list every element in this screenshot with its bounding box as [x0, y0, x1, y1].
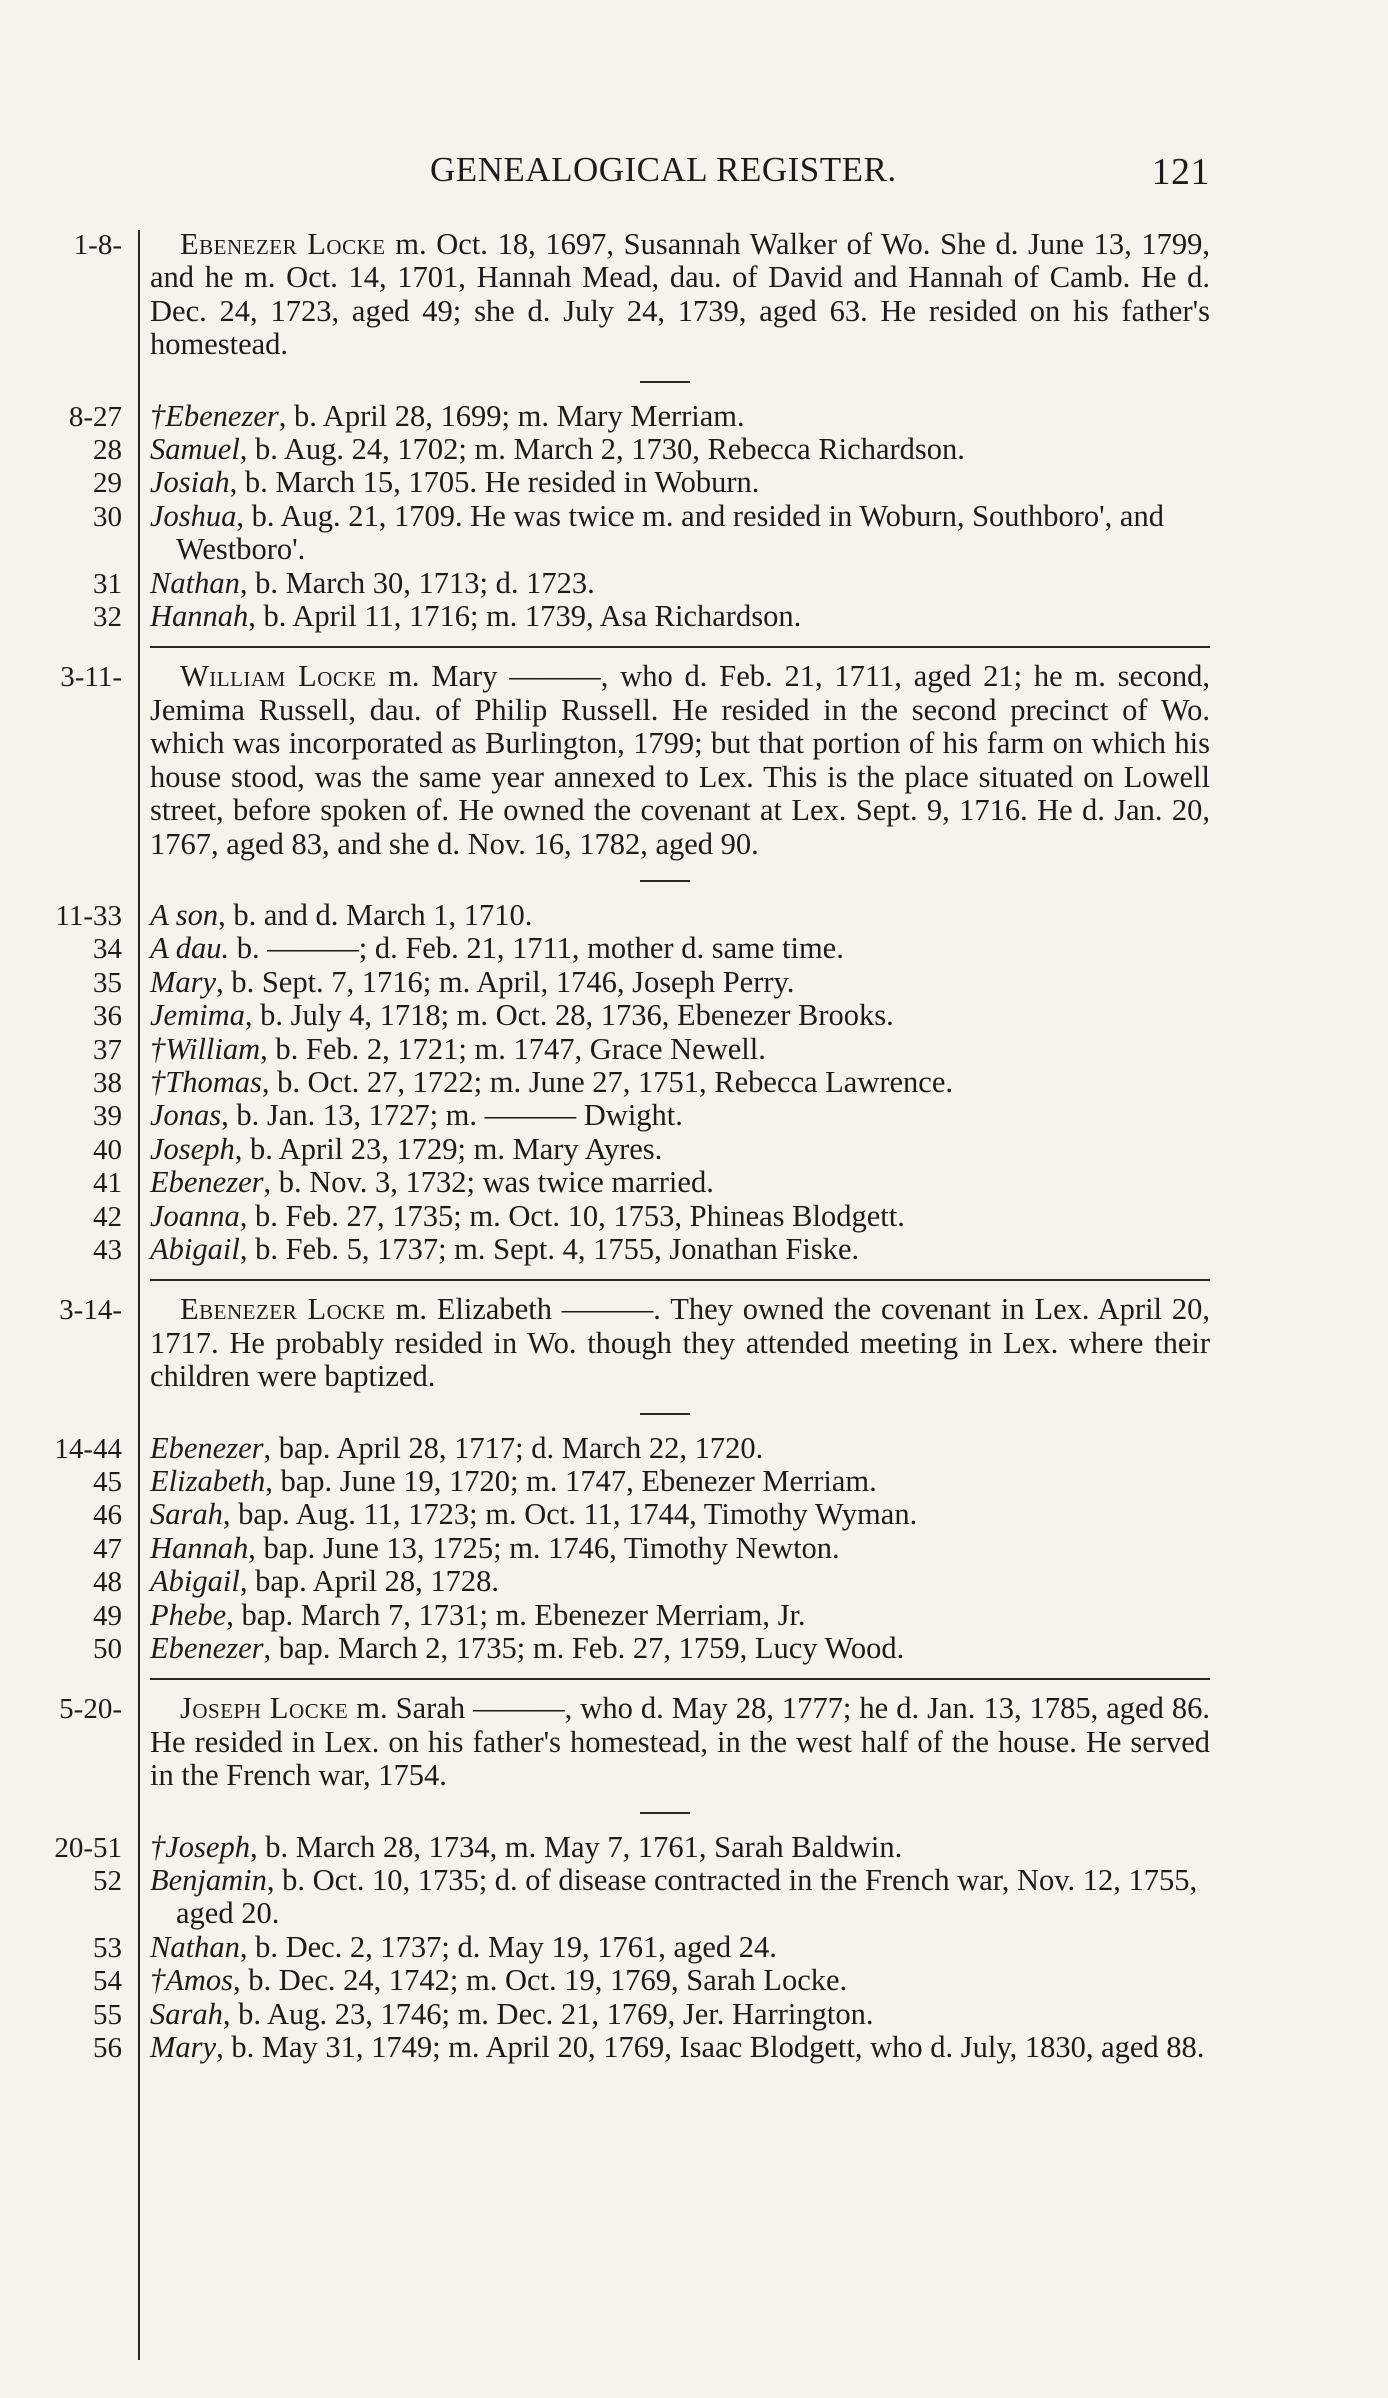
child-text: , bap. April 28, 1717; d. March 22, 1720. [263, 1430, 764, 1465]
child-text: , bap. April 28, 1728. [239, 1564, 500, 1599]
children-divider [640, 880, 690, 882]
family-reference-code: 3-14- [59, 1294, 122, 1327]
child-name: Joanna [150, 1198, 240, 1233]
child-entry [150, 433, 1210, 466]
child-name: Benjamin [150, 1863, 267, 1898]
child-reference-code: 41 [93, 1167, 122, 1200]
page-number: 121 [1151, 151, 1210, 193]
child-reference-code: 55 [93, 1998, 122, 2031]
child-name: Abigail [150, 1231, 240, 1266]
child-text: , bap. June 19, 1720; m. 1747, Ebenezer Merriam. [265, 1464, 877, 1498]
child-name: †William [150, 1031, 261, 1066]
child-name: Elizabeth [150, 1464, 266, 1498]
children-list [150, 1432, 1210, 1666]
child-entry [150, 1465, 1210, 1498]
head-text: m. Elizabeth ———. They owned the covenant in Lex. April 20, 1717. He probably resided in Wo. though they attended meeting in Lex. where their children were baptized. [150, 1292, 1210, 1394]
child-entry [150, 1033, 1210, 1066]
child-name: Josiah [150, 465, 230, 500]
child-name: Phebe [150, 1597, 227, 1632]
child-text: , b. March 15, 1705. He resided in Woburn. [229, 465, 760, 500]
head-text: m. Oct. 18, 1697, Susannah Walker of Wo. She d. June 13, 1799, and he m. Oct. 14, 1701, Hannah Mead, dau. of David and Hannah of Camb. He d. Dec. 24, 1723, aged 49; she d. July 24, 1739, aged 63. He resided on his father's homestead. [150, 227, 1211, 362]
child-entry [150, 1931, 1210, 1964]
child-name: †Ebenezer [150, 398, 279, 433]
child-text: , b. Feb. 2, 1721; m. 1747, Grace Newell. [260, 1031, 766, 1066]
child-reference-code: 49 [93, 1599, 122, 1632]
child-name: Hannah [150, 599, 249, 634]
child-reference-code: 32 [93, 601, 122, 634]
child-text: , bap. Aug. 11, 1723; m. Oct. 11, 1744, Timothy Wyman. [222, 1497, 918, 1532]
children-list [150, 899, 1210, 1266]
child-reference-code: 53 [93, 1931, 122, 1964]
child-entry [150, 1565, 1210, 1598]
child-entry [150, 500, 1210, 567]
section-divider [150, 1279, 1210, 1281]
child-entry [150, 1831, 1210, 1864]
child-name: Hannah [150, 1530, 249, 1565]
child-reference-code: 36 [93, 1000, 122, 1033]
child-text: , b. Jan. 13, 1727; m. ——— Dwight. [221, 1098, 683, 1133]
child-text: , b. March 30, 1713; d. 1723. [239, 565, 595, 600]
child-reference-code: 56 [93, 2032, 122, 2065]
child-text: , b. Dec. 24, 1742; m. Oct. 19, 1769, Sarah Locke. [233, 1963, 848, 1998]
family-entry [150, 1293, 1210, 1680]
child-entry [150, 1599, 1210, 1632]
child-name: †Joseph [150, 1829, 250, 1864]
family-head-paragraph [150, 228, 1210, 362]
child-reference-code: 37 [93, 1033, 122, 1066]
family-entry [150, 228, 1210, 648]
head-text: m. Sarah ———, who d. May 28, 1777; he d. Jan. 13, 1785, aged 86. He resided in Lex. on his father's homestead, in the west half of the house. He served in the French war, 1754. [150, 1691, 1211, 1793]
child-reference-code: 20-51 [54, 1831, 122, 1864]
child-reference-code: 43 [93, 1233, 122, 1266]
child-reference-code: 46 [93, 1499, 122, 1532]
child-entry [150, 1532, 1210, 1565]
head-name: Joseph Locke [180, 1691, 349, 1726]
children-divider [640, 1413, 690, 1415]
child-reference-code: 54 [93, 1965, 122, 1998]
child-entry [150, 1432, 1210, 1465]
child-name: Mary [150, 2030, 217, 2065]
children-divider [640, 1812, 690, 1814]
child-entry [150, 966, 1210, 999]
child-text: , b. Dec. 2, 1737; d. May 19, 1761, aged 24. [239, 1929, 777, 1964]
child-reference-code: 42 [93, 1200, 122, 1233]
child-text: , b. March 28, 1734, m. May 7, 1761, Sarah Baldwin. [249, 1829, 903, 1864]
child-reference-code: 14-44 [54, 1432, 122, 1465]
family-head-paragraph [150, 1692, 1210, 1792]
child-name: Nathan [150, 1929, 240, 1964]
child-name: Ebenezer [150, 1631, 264, 1666]
family-entry [150, 1692, 1210, 2064]
child-text: , bap. March 7, 1731; m. Ebenezer Merriam, Jr. [226, 1597, 806, 1632]
child-entry [150, 2031, 1210, 2064]
child-text: , b. April 23, 1729; m. Mary Ayres. [234, 1131, 663, 1166]
child-text: , b. and d. March 1, 1710. [218, 897, 533, 932]
child-name: Jonas [150, 1098, 222, 1133]
child-reference-code: 31 [93, 567, 122, 600]
child-reference-code: 34 [93, 933, 122, 966]
child-reference-code: 48 [93, 1566, 122, 1599]
child-entry [150, 1066, 1210, 1099]
child-name: Sarah [150, 1497, 223, 1532]
child-name: Joshua [150, 498, 237, 533]
child-text: , bap. March 2, 1735; m. Feb. 27, 1759, Lucy Wood. [263, 1631, 905, 1666]
child-entry [150, 1964, 1210, 1997]
child-name: Sarah [150, 1996, 223, 2031]
child-text: , b. April 28, 1699; m. Mary Merriam. [278, 398, 745, 433]
margin-rule [138, 230, 140, 2360]
child-reference-code: 29 [93, 467, 122, 500]
child-reference-code: 45 [93, 1466, 122, 1498]
child-reference-code: 30 [93, 500, 122, 533]
register-body [150, 228, 1210, 2065]
child-name: Ebenezer [150, 1430, 264, 1465]
child-reference-code: 40 [93, 1133, 122, 1166]
family-head-paragraph [150, 660, 1210, 860]
family-reference-code: 3-11- [60, 661, 122, 694]
child-text: , b. Feb. 27, 1735; m. Oct. 10, 1753, Phineas Blodgett. [239, 1198, 905, 1233]
child-text: , b. Aug. 23, 1746; m. Dec. 21, 1769, Jer. Harrington. [222, 1996, 874, 2031]
child-entry [150, 1498, 1210, 1531]
child-reference-code: 47 [93, 1532, 122, 1565]
running-title: GENEALOGICAL REGISTER. [430, 150, 897, 189]
child-name: Mary [150, 964, 217, 999]
family-head-paragraph [150, 1293, 1210, 1393]
child-reference-code: 50 [93, 1633, 122, 1666]
child-name: A son [150, 897, 219, 932]
child-entry [150, 466, 1210, 499]
section-divider [150, 646, 1210, 648]
child-name: Nathan [150, 565, 240, 600]
child-text: b. ———; d. Feb. 21, 1711, mother d. same time. [229, 931, 844, 966]
child-reference-code: 35 [93, 966, 122, 999]
child-entry [150, 1200, 1210, 1233]
child-text: , b. Nov. 3, 1732; was twice married. [263, 1165, 714, 1200]
child-reference-code: 28 [93, 434, 122, 467]
child-text: , b. Aug. 21, 1709. He was twice m. and resided in Woburn, Southboro', and Westboro'. [176, 498, 1164, 567]
child-reference-code: 52 [93, 1865, 122, 1898]
family-reference-code: 1-8- [73, 229, 122, 261]
child-reference-code: 39 [93, 1100, 122, 1133]
child-reference-code: 38 [93, 1066, 122, 1099]
child-entry [150, 999, 1210, 1032]
child-entry [150, 600, 1210, 633]
child-entry [150, 932, 1210, 965]
child-name: †Thomas [150, 1064, 262, 1099]
child-name: Jemima [150, 998, 245, 1033]
child-entry [150, 567, 1210, 600]
head-name: Ebenezer Locke [180, 227, 386, 261]
family-reference-code: 5-20- [59, 1693, 122, 1726]
child-name: Samuel [150, 432, 240, 467]
child-entry [150, 400, 1210, 433]
running-header [430, 150, 1210, 200]
child-text: , b. Feb. 5, 1737; m. Sept. 4, 1755, Jonathan Fiske. [239, 1231, 860, 1266]
section-divider [150, 1678, 1210, 1680]
child-name: Abigail [150, 1564, 240, 1599]
head-name: William Locke [180, 659, 377, 694]
child-entry [150, 1099, 1210, 1132]
child-entry [150, 1233, 1210, 1266]
child-name: †Amos [150, 1963, 234, 1998]
child-text: , b. Aug. 24, 1702; m. March 2, 1730, Rebecca Richardson. [239, 432, 965, 467]
child-text: , b. May 31, 1749; m. April 20, 1769, Isaac Blodgett, who d. July, 1830, aged 88. [216, 2030, 1205, 2065]
child-entry [150, 1864, 1210, 1931]
children-list [150, 1831, 1210, 2065]
child-entry [150, 1133, 1210, 1166]
child-entry [150, 1166, 1210, 1199]
child-entry [150, 1998, 1210, 2031]
family-entry [150, 660, 1210, 1281]
head-name: Ebenezer Locke [180, 1292, 386, 1327]
child-reference-code: 8-27 [68, 400, 122, 433]
child-text: , b. Oct. 27, 1722; m. June 27, 1751, Rebecca Lawrence. [261, 1064, 953, 1099]
child-text: , b. Sept. 7, 1716; m. April, 1746, Joseph Perry. [216, 964, 795, 999]
child-text: , bap. June 13, 1725; m. 1746, Timothy Newton. [248, 1530, 840, 1565]
head-text: m. Mary ———, who d. Feb. 21, 1711, aged 21; he m. second, Jemima Russell, dau. of Philip Russell. He resided in the second precinct of Wo. which was incorporated as Burlington, 1799; but that portion of his farm on which his house stood, was the same year annexed to Lex. This is the place situated on Lowell street, before spoken of. He owned the covenant at Lex. Sept. 9, 1716. He d. Jan. 20, 1767, aged 83, and she d. Nov. 16, 1782, aged 90. [150, 659, 1210, 861]
child-text: , b. Oct. 10, 1735; d. of disease contracted in the French war, Nov. 12, 1755, aged 20. [176, 1863, 1198, 1931]
child-name: A dau. [150, 931, 230, 966]
child-entry [150, 1632, 1210, 1665]
child-entry [150, 899, 1210, 932]
child-name: Ebenezer [150, 1165, 264, 1200]
child-name: Joseph [150, 1131, 235, 1166]
children-list [150, 400, 1210, 634]
children-divider [640, 381, 690, 383]
child-text: , b. July 4, 1718; m. Oct. 28, 1736, Ebenezer Brooks. [244, 998, 894, 1033]
child-text: , b. April 11, 1716; m. 1739, Asa Richardson. [248, 599, 802, 634]
child-reference-code: 11-33 [55, 899, 122, 932]
